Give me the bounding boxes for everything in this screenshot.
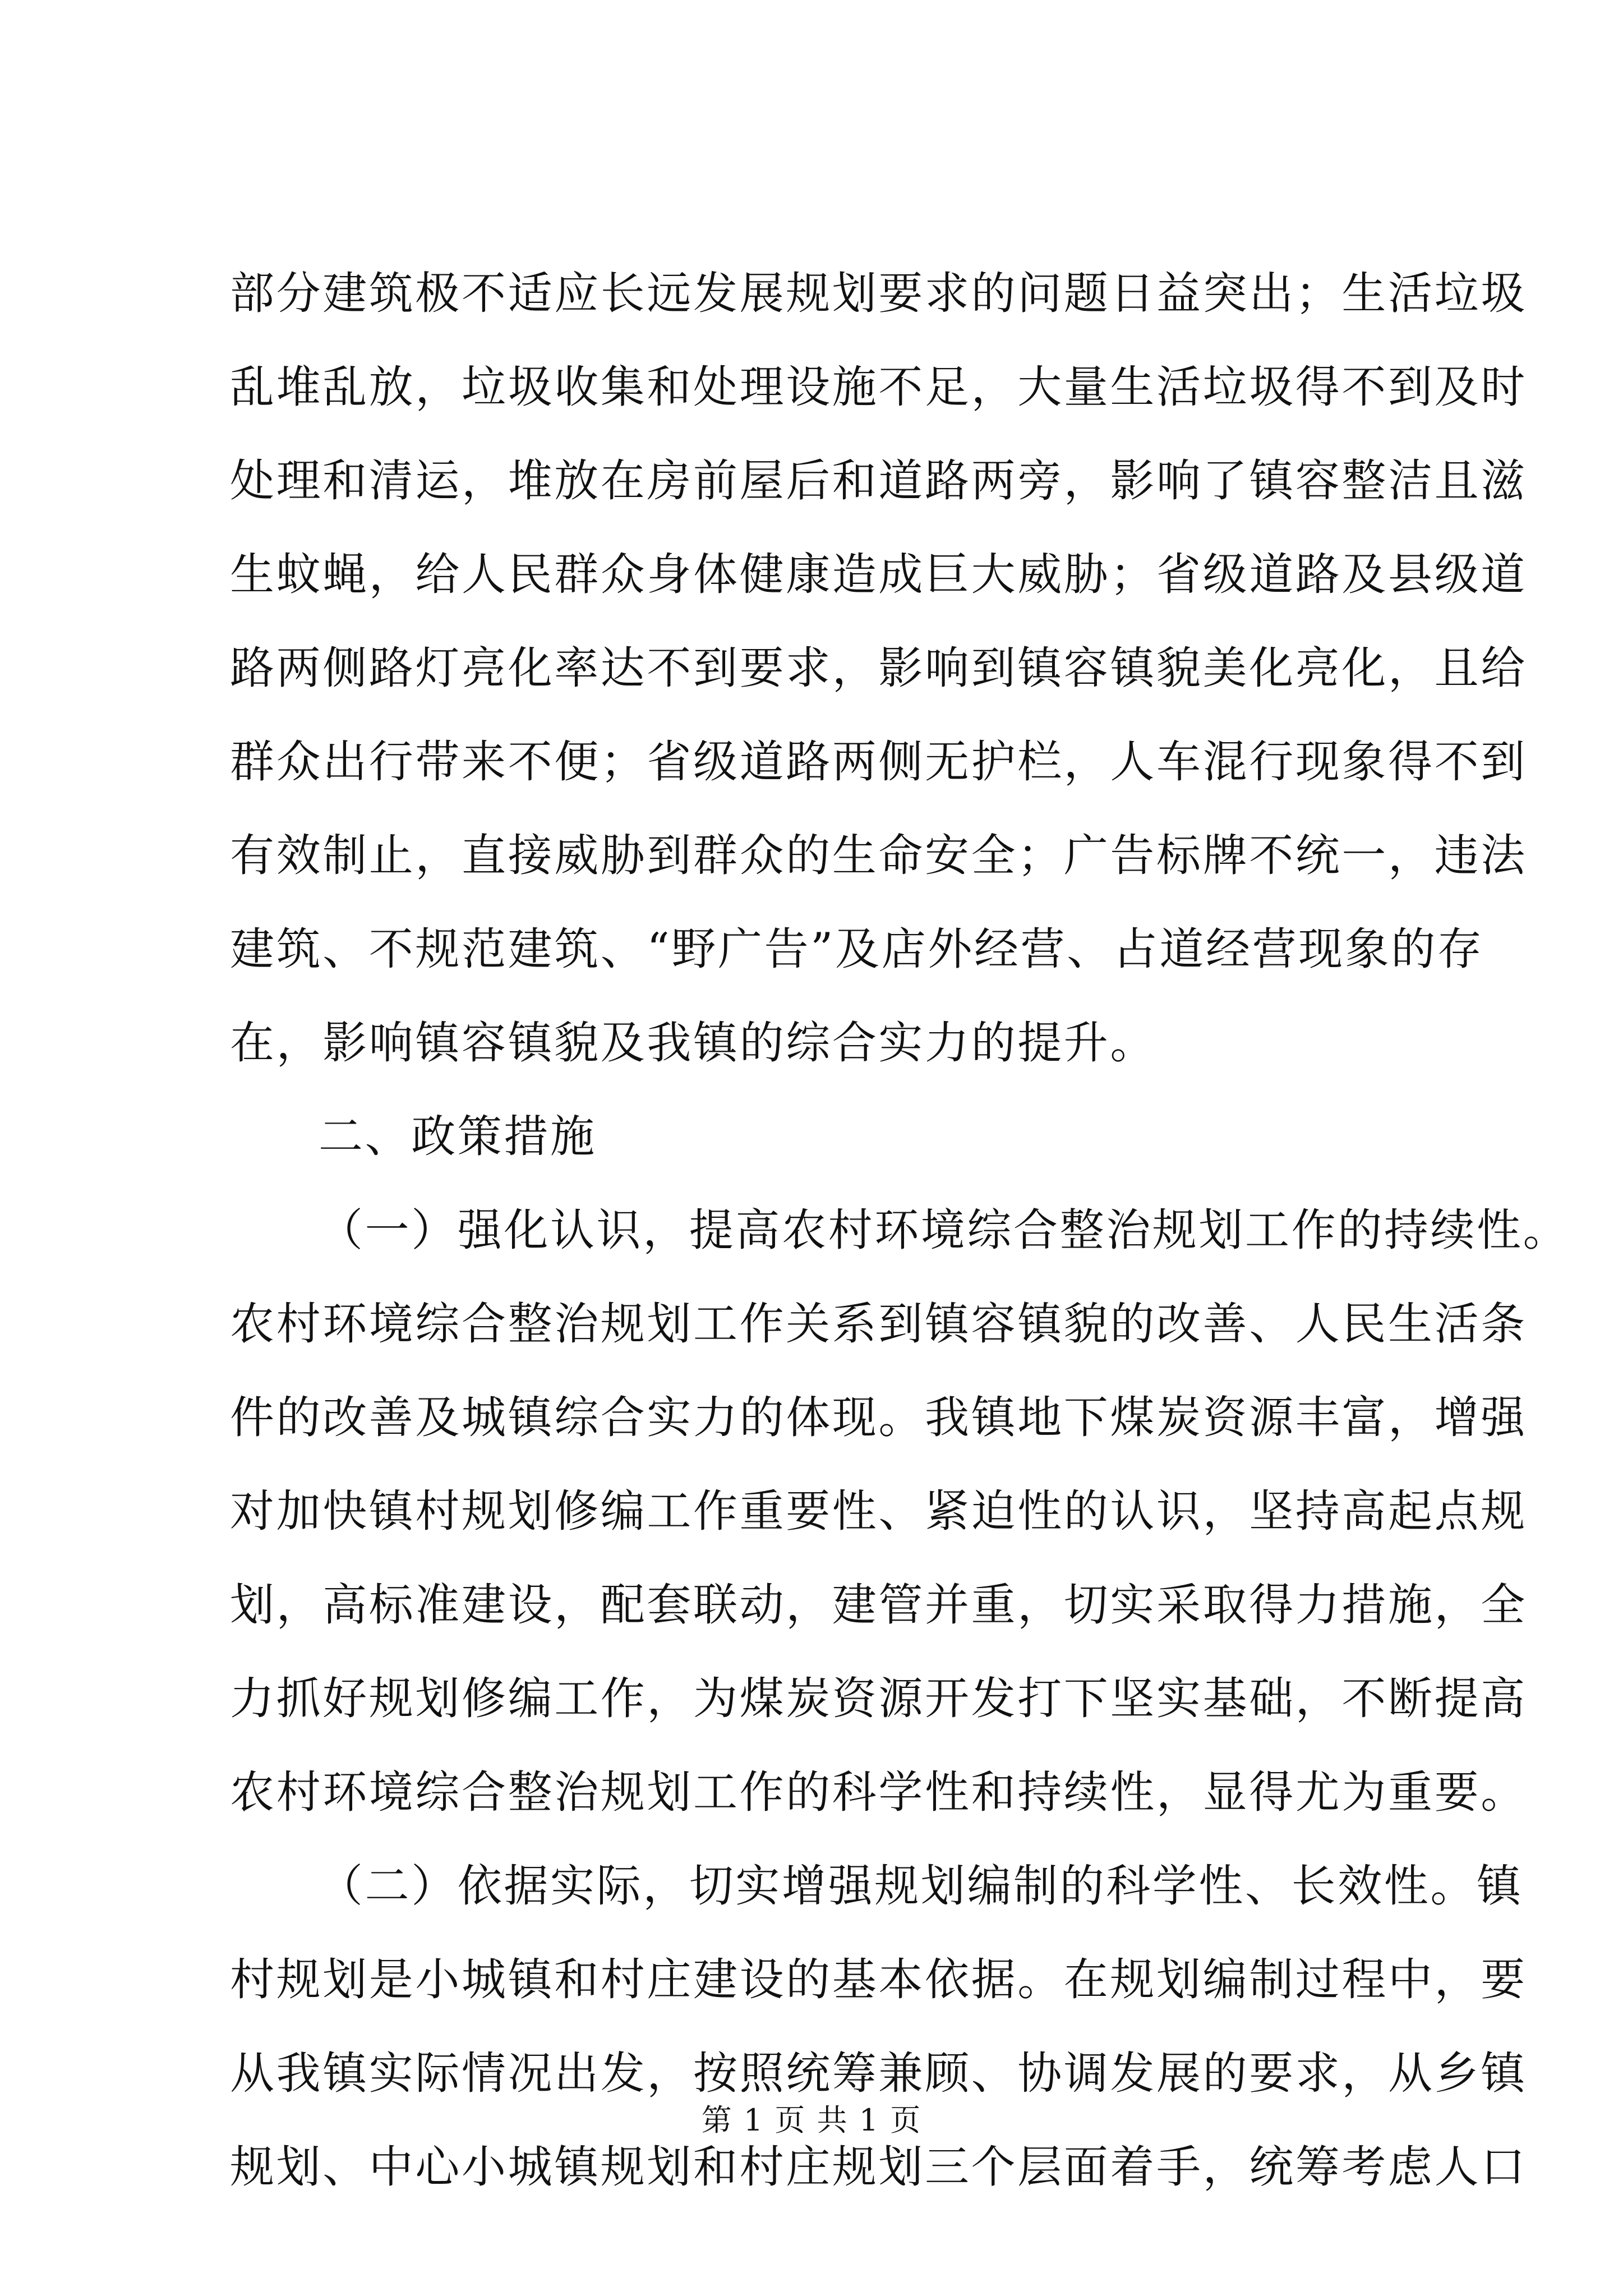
section-heading: 二、政策措施 [319,1111,597,1162]
text-line: 在，影响镇容镇貌及我镇的综合实力的提升。 [230,1017,1156,1069]
text-line: 从我镇实际情况出发，按照统筹兼顾、协调发展的要求，从乡镇 [230,2047,1527,2099]
text-line: 村规划是小城镇和村庄建设的基本依据。在规划编制过程中，要 [230,1954,1527,2005]
subsection-heading-line: （一）强化认识，提高农村环境综合整治规划工作的持续性。 [319,1204,1570,1256]
text-line: 件的改善及城镇综合实力的体现。我镇地下煤炭资源丰富，增强 [230,1392,1527,1443]
page-number-label: 第 1 页 共 1 页 [701,2102,922,2138]
subsection-heading-line: （二）依据实际，切实增强规划编制的科学性、长效性。镇 [319,1860,1523,1912]
document-body [230,247,1570,2214]
text-line: 有效制止，直接威胁到群众的生命安全；广告标牌不统一，违法 [230,830,1527,881]
text-line: 生蚊蝇，给人民群众身体健康造成巨大威胁；省级道路及县级道 [230,549,1527,600]
text-line: 力抓好规划修编工作，为煤炭资源开发打下坚实基础，不断提高 [230,1673,1527,1724]
text-line: 群众出行带来不便；省级道路两侧无护栏，人车混行现象得不到 [230,736,1527,788]
text-line: 路两侧路灯亮化率达不到要求，影响到镇容镇貌美化亮化，且给 [230,642,1527,694]
text-line: 处理和清运，堆放在房前屋后和道路两旁，影响了镇容整洁且滋 [230,455,1527,507]
text-line: 划，高标准建设，配套联动，建管并重，切实采取得力措施，全 [230,1579,1527,1631]
text-line: 对加快镇村规划修编工作重要性、紧迫性的认识，坚持高起点规 [230,1485,1527,1537]
text-line: 农村环境综合整治规划工作的科学性和持续性，显得尤为重要。 [230,1766,1527,1818]
text-line: 农村环境综合整治规划工作关系到镇容镇貌的改善、人民生活条 [230,1298,1527,1350]
text-line: 建筑、不规范建筑、“野广告”及店外经营、占道经营现象的存 [230,923,1484,975]
page-footer [0,2101,1623,2140]
text-line: 规划、中心小城镇规划和村庄规划三个层面着手，统筹考虑人口 [230,2141,1527,2193]
text-line: 乱堆乱放，垃圾收集和处理设施不足，大量生活垃圾得不到及时 [230,361,1527,413]
text-line: 部分建筑极不适应长远发展规划要求的问题日益突出；生活垃圾 [230,268,1527,319]
